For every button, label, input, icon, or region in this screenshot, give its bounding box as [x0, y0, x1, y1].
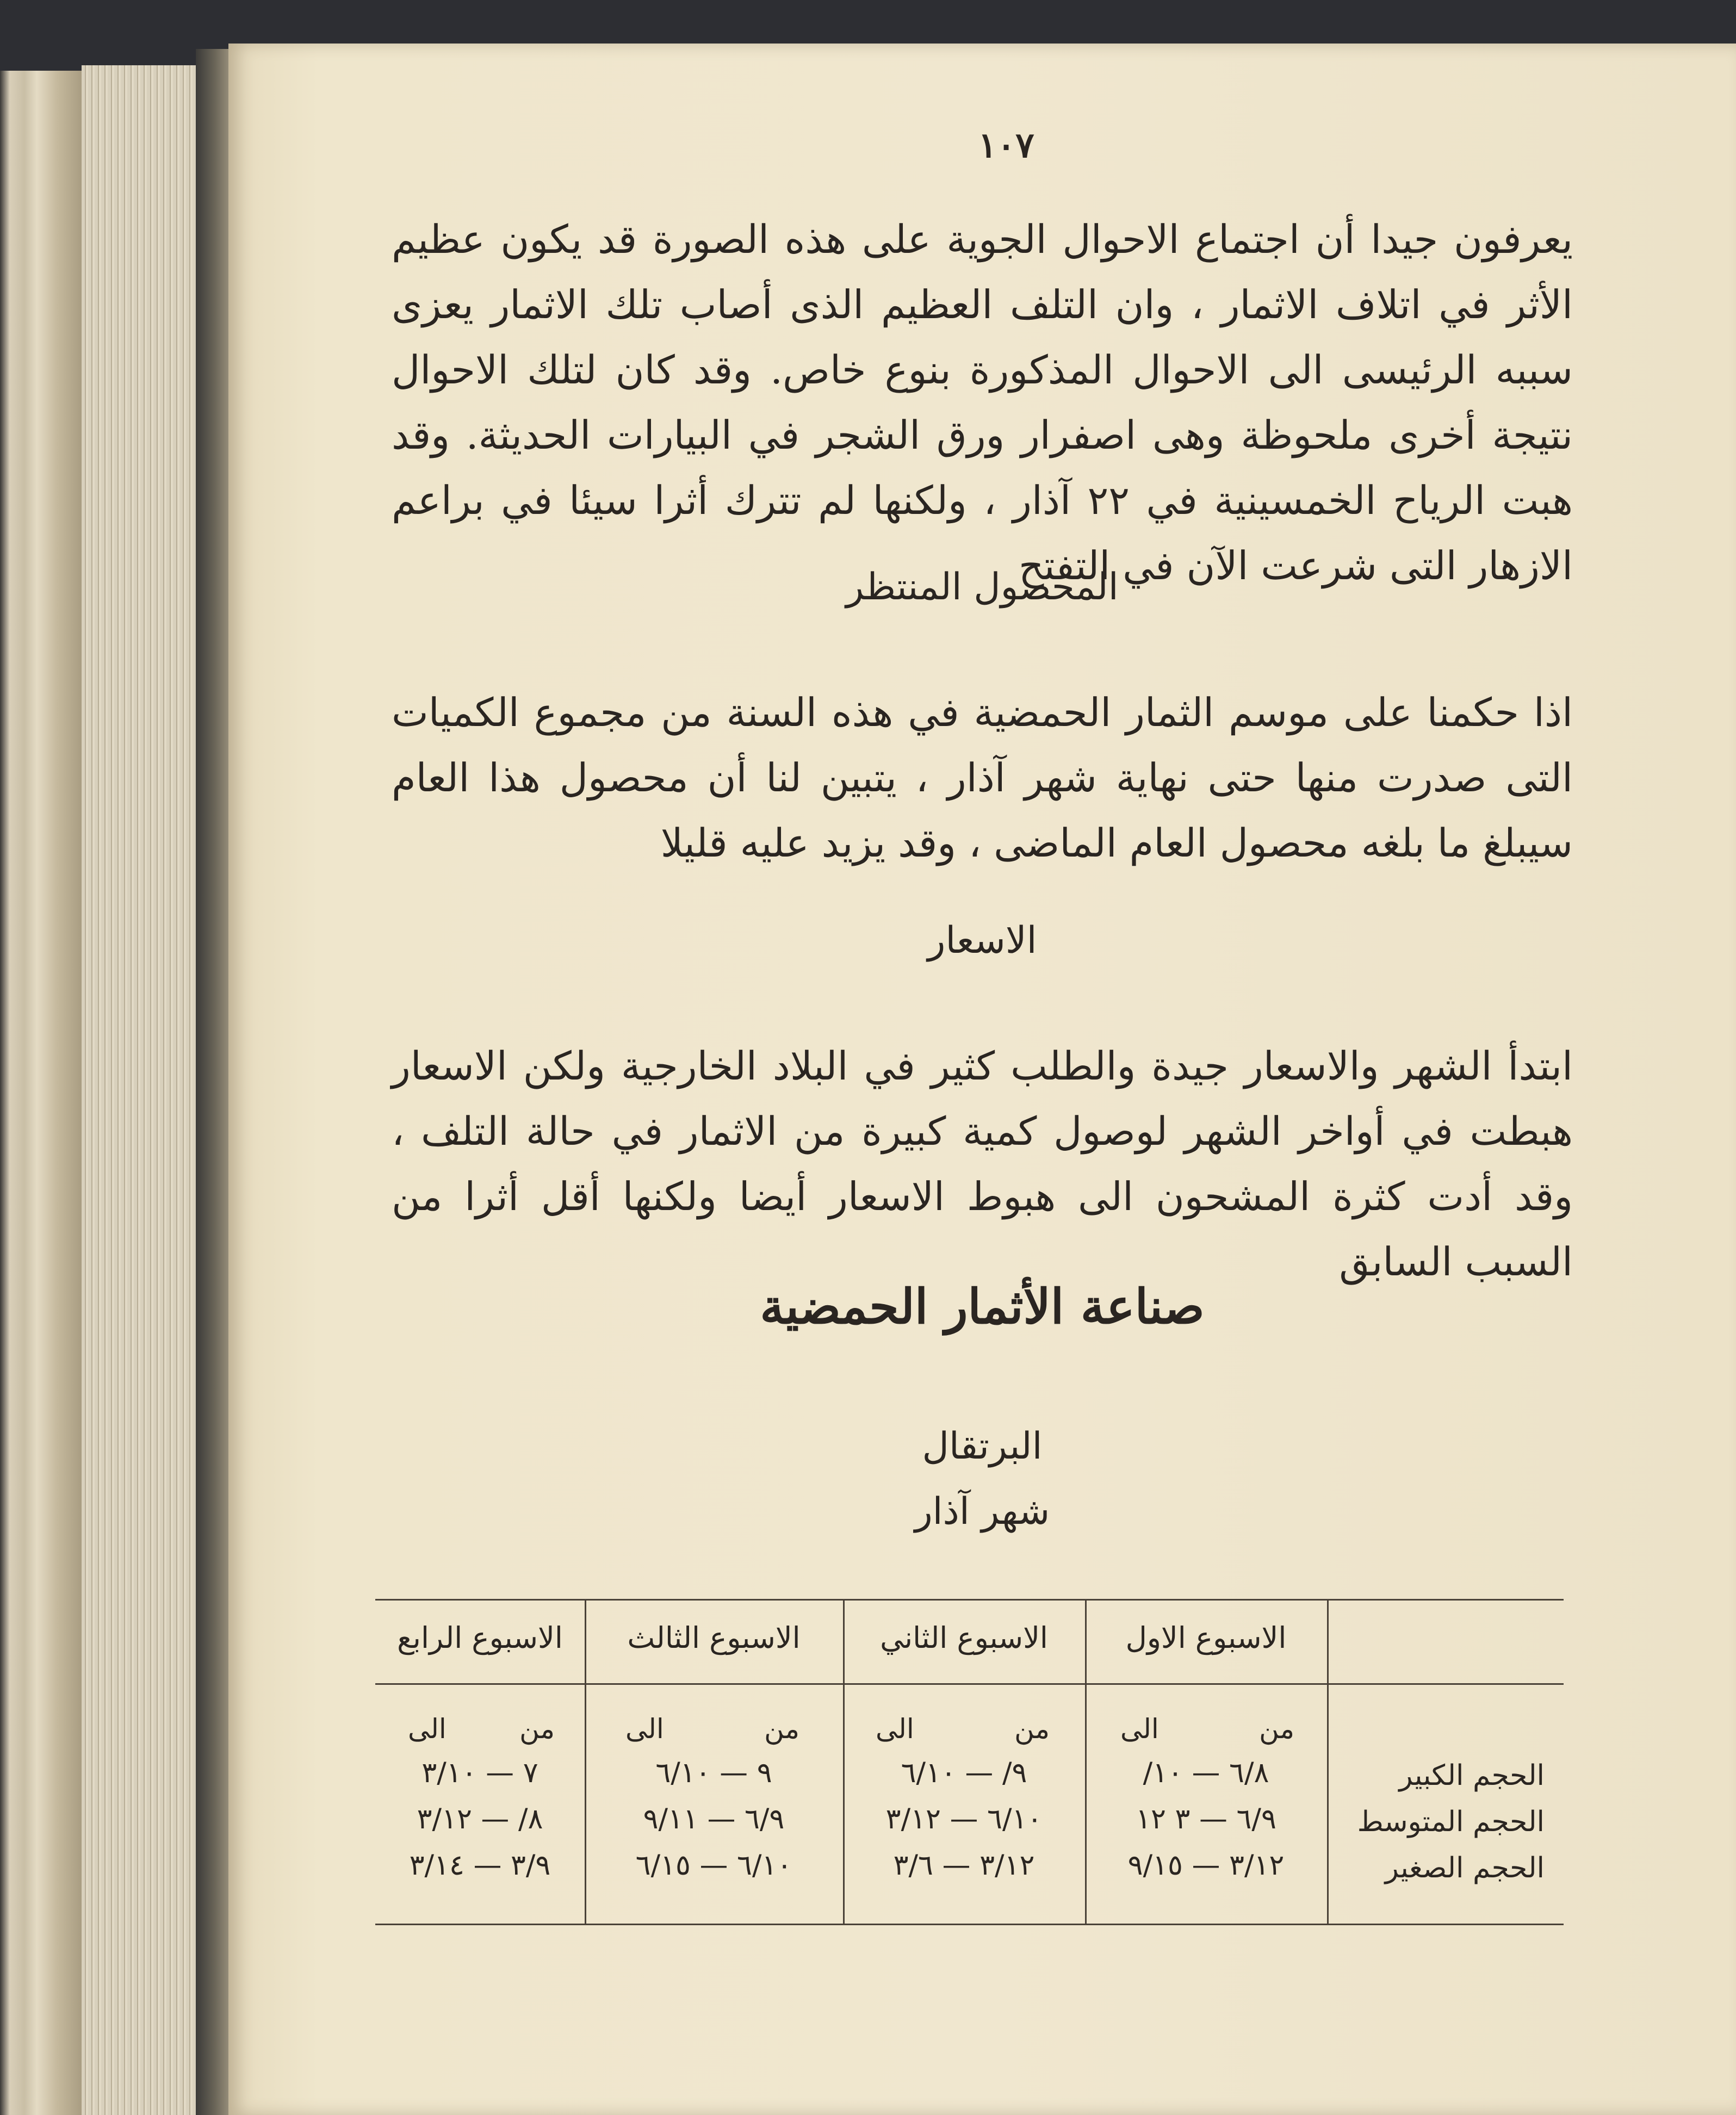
paragraph-prices: ابتدأ الشهر والاسعار جيدة والطلب كثير في البلاد الخارجية ولكن الاسعار هبطت في أواخر الشهر لوصول كمية كبيرة من الاثمار في حالة التلف ، وقد أدت كثرة المشحون الى هبوط الاسعار أيضا ولكنها أقل أثرا من السبب السابق	[392, 1043, 1573, 1285]
row-label-medium: الحجم المتوسط	[1357, 1806, 1545, 1838]
table-cell: ٦/١٠ — ٦/١٥	[635, 1849, 792, 1882]
table-cell: ٨/ — ٣/١٢	[417, 1803, 543, 1835]
from-to-labels	[625, 1713, 799, 1745]
paragraph-expected-crop: اذا حكمنا على موسم الثمار الحمضية في هذه السنة من مجموع الكميات التى صدرت منها حتى نهاية شهر آذار ، يتبين لنا أن محصول هذا العام سيبلغ ما بلغه محصول العام الماضى ، وقد يزيد عليه قليلا	[392, 690, 1573, 866]
paragraph-weather: يعرفون جيدا أن اجتماع الاحوال الجوية على هذه الصورة قد يكون عظيم الأثر في اتلاف الاثمار ، وان التلف العظيم الذى أصاب تلك الاثمار يعزى سببه الرئيسى الى الاحوال المذكورة بنوع خاص. وقد كان لتلك الاحوال نتيجة أخرى ملحوظة وهى اصفرار ورق الشجر في البيارات الحديثة. وقد هبت الرياح الخمسينية في ٢٢ آذار ، ولكنها لم تترك أثرا سيئا في براعم الازهار التى شرعت الآن في التفتح	[392, 216, 1573, 588]
table-cell: ٦/١٠ — ٣/١٢	[885, 1803, 1043, 1835]
from-label: من	[1014, 1713, 1050, 1745]
heading-expected-crop: المحصول المنتظر	[846, 566, 1119, 609]
heading-prices: الاسعار	[927, 919, 1037, 962]
from-to-labels	[876, 1713, 1050, 1745]
table-rule-header	[375, 1683, 1564, 1685]
from-to-labels	[1120, 1713, 1294, 1745]
page-number: ١٠٧	[978, 125, 1034, 166]
table-cell: ٣/١٢ — ٣/٦	[893, 1849, 1035, 1882]
to-label: الى	[408, 1713, 447, 1745]
from-label: من	[519, 1713, 555, 1745]
column-header-week-1: الاسبوع الاول	[1125, 1621, 1287, 1655]
table-cell: ٣/١٢ — ٩/١٥	[1127, 1849, 1285, 1882]
from-label: من	[1259, 1713, 1294, 1745]
table-cell: ٦/٩ — ٩/١١	[643, 1803, 785, 1835]
table-rule-top	[375, 1599, 1564, 1601]
table-cell: ٦/٩ — ٣ ١٢	[1136, 1803, 1276, 1835]
row-label-small: الحجم الصغير	[1385, 1852, 1545, 1884]
table-cell: ٧ — ٣/١٠	[421, 1757, 538, 1789]
heading-citrus-industry: صناعة الأثمار الحمضية	[760, 1278, 1205, 1335]
from-label: من	[764, 1713, 799, 1745]
table-cell: ٩/ — ٦/١٠	[901, 1757, 1027, 1789]
table-cell: ٣/٩ — ٣/١٤	[409, 1849, 551, 1882]
heading-month-march: شهر آذار	[914, 1490, 1050, 1533]
column-header-week-2: الاسبوع الثاني	[880, 1621, 1048, 1655]
to-label: الى	[625, 1713, 664, 1745]
heading-oranges: البرتقال	[922, 1425, 1043, 1468]
table-cell: ٩ — ٦/١٠	[655, 1757, 772, 1789]
to-label: الى	[1120, 1713, 1159, 1745]
table-cell: ٦/٨ — ١٠/	[1143, 1757, 1269, 1789]
column-header-week-4: الاسبوع الرابع	[397, 1621, 563, 1655]
to-label: الى	[876, 1713, 914, 1745]
column-header-week-3: الاسبوع الثالث	[627, 1621, 801, 1655]
table-vline	[1327, 1599, 1329, 1925]
row-label-large: الحجم الكبير	[1399, 1759, 1545, 1792]
table-rule-bottom	[375, 1924, 1564, 1925]
from-to-labels	[408, 1713, 555, 1745]
price-table	[375, 1599, 1564, 1925]
